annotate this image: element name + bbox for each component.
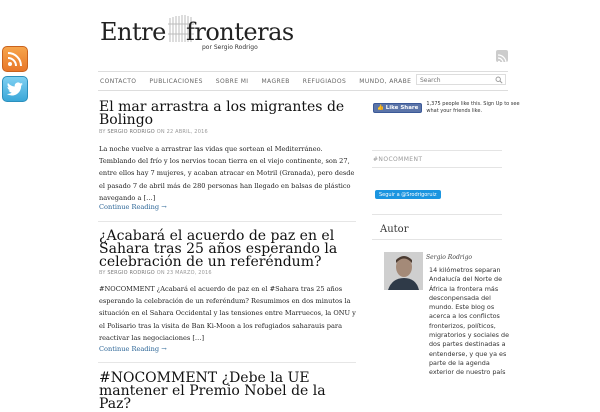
post-divider: [98, 362, 356, 363]
rss-icon: [7, 51, 23, 67]
excerpt-line: #NOCOMMENT ¿Acabará el acuerdo de paz en el #Sahara tras 25 años: [99, 285, 343, 293]
continue-reading-link[interactable]: Continue Reading →: [99, 203, 167, 211]
widget-title-autor: Autor: [380, 224, 409, 235]
nav-item-contacto[interactable]: CONTACTO: [100, 77, 137, 85]
post-excerpt: [99, 283, 361, 344]
sidebar-divider: [372, 239, 502, 240]
search-icon[interactable]: [495, 76, 503, 84]
post-meta: [99, 270, 212, 276]
nav-item-sobre-mi[interactable]: SOBRE MI: [215, 77, 249, 85]
excerpt-line: el pasado 7 de abril más de 280 personas han llegado en balsas de plástico: [99, 181, 351, 190]
excerpt-line: situación en el Sahara Occidental y las tensiones entre Marruecos, la ONU y: [99, 309, 356, 318]
post-date: 22 ABRIL, 2016: [166, 129, 208, 135]
search-input[interactable]: [420, 76, 492, 84]
post-title[interactable]: #NOCOMMENT ¿Debe la UE mantener el Premio Nobel de la Paz?: [99, 370, 326, 412]
twitter-bird-icon: [6, 82, 24, 96]
excerpt-line: entre ellos hay 7 mujeres, y acaban atracar en Motril (Granada), pero desde: [99, 169, 355, 178]
twitter-follow-label: Seguir a @Srodrigoruiz: [379, 191, 437, 198]
author-photo-icon: [384, 252, 423, 290]
author-name: Sergio Rodrigo: [426, 254, 473, 261]
excerpt-line: esperando la celebración de un referéndum? Resumimos en dos minutos la: [99, 297, 351, 306]
logo-byline: por Sergio Rodrigo: [202, 44, 258, 51]
post-divider: [98, 221, 356, 222]
facebook-like-widget: [373, 101, 522, 114]
nav-item-publicaciones[interactable]: PUBLICACIONES: [149, 77, 203, 85]
post-date: 23 MARZO, 2016: [166, 270, 212, 276]
post-title[interactable]: ¿Acabará el acuerdo de paz en el Sahara tras 25 años esperando la celebración de un referéndum?: [99, 228, 338, 270]
header-rss-icon[interactable]: [496, 50, 508, 62]
author-bio: 14 kilómetros separan Andalucía del Norte de África la frontera más desconpensada del mundo. Este blog os acerca a los conflictos fronterizos, políticos, migratorios y sociales de dos partes destinadas a entenderse, y que ya es parte de la agenda exterior de nuestro país: [429, 266, 510, 377]
post-excerpt: [99, 143, 361, 204]
meta-on: ON: [156, 129, 165, 135]
fb-like-label: Like: [385, 104, 399, 111]
sidebar-divider: [372, 214, 502, 215]
sidebar-divider: [372, 167, 502, 168]
widget-title-nocomment: #NOCOMMENT: [373, 156, 423, 163]
twitter-follow-button[interactable]: [375, 190, 441, 199]
rss-icon: [496, 53, 508, 65]
meta-on: ON: [156, 270, 165, 276]
meta-by: BY: [99, 129, 106, 135]
logo-word-entre: Entre: [100, 18, 166, 46]
nav-item-mundo-arabe[interactable]: MUNDO, ARABE: [359, 77, 412, 85]
rss-feed-button[interactable]: [2, 46, 28, 72]
excerpt-line: el Polisario tras la visita de Ban Ki-Moon a los refugiados saharauis para: [99, 321, 342, 330]
nav-item-magreb[interactable]: MAGREB: [261, 77, 290, 85]
fb-share-label: Share: [400, 104, 419, 111]
nav-item-refugiados[interactable]: REFUGIADOS: [302, 77, 347, 85]
excerpt-line: Temblando del frío y los nervios tocan tierra en el viejo continente, son 27,: [99, 157, 350, 166]
excerpt-line: reactivar las negociaciones […]: [99, 333, 205, 342]
continue-reading-link[interactable]: Continue Reading →: [99, 345, 167, 353]
site-logo[interactable]: [100, 14, 294, 54]
excerpt-line: navegando a […]: [99, 193, 156, 202]
fb-like-share-button[interactable]: [373, 103, 422, 113]
post-author-link[interactable]: SERGIO RODRIGO: [107, 270, 155, 276]
meta-by: BY: [99, 270, 106, 276]
post-meta: [99, 129, 208, 135]
sidebar-divider: [372, 150, 502, 151]
logo-word-fronteras: fronteras: [186, 18, 294, 46]
fb-like-count-text: 1,375 people like this. Sign Up to see what your friends like.: [426, 101, 520, 114]
post-title[interactable]: El mar arrastra a los migrantes de Bolingo: [99, 99, 345, 128]
post-author-link[interactable]: SERGIO RODRIGO: [107, 129, 155, 135]
fb-thumb-icon: 👍: [377, 104, 384, 111]
twitter-button[interactable]: [2, 76, 28, 102]
excerpt-line: La noche vuelve a arrastrar las vidas que sortean el Mediterráneo.: [99, 145, 323, 153]
search-box: [416, 74, 506, 85]
floating-social-bar: [2, 46, 30, 106]
author-avatar: [384, 252, 423, 290]
